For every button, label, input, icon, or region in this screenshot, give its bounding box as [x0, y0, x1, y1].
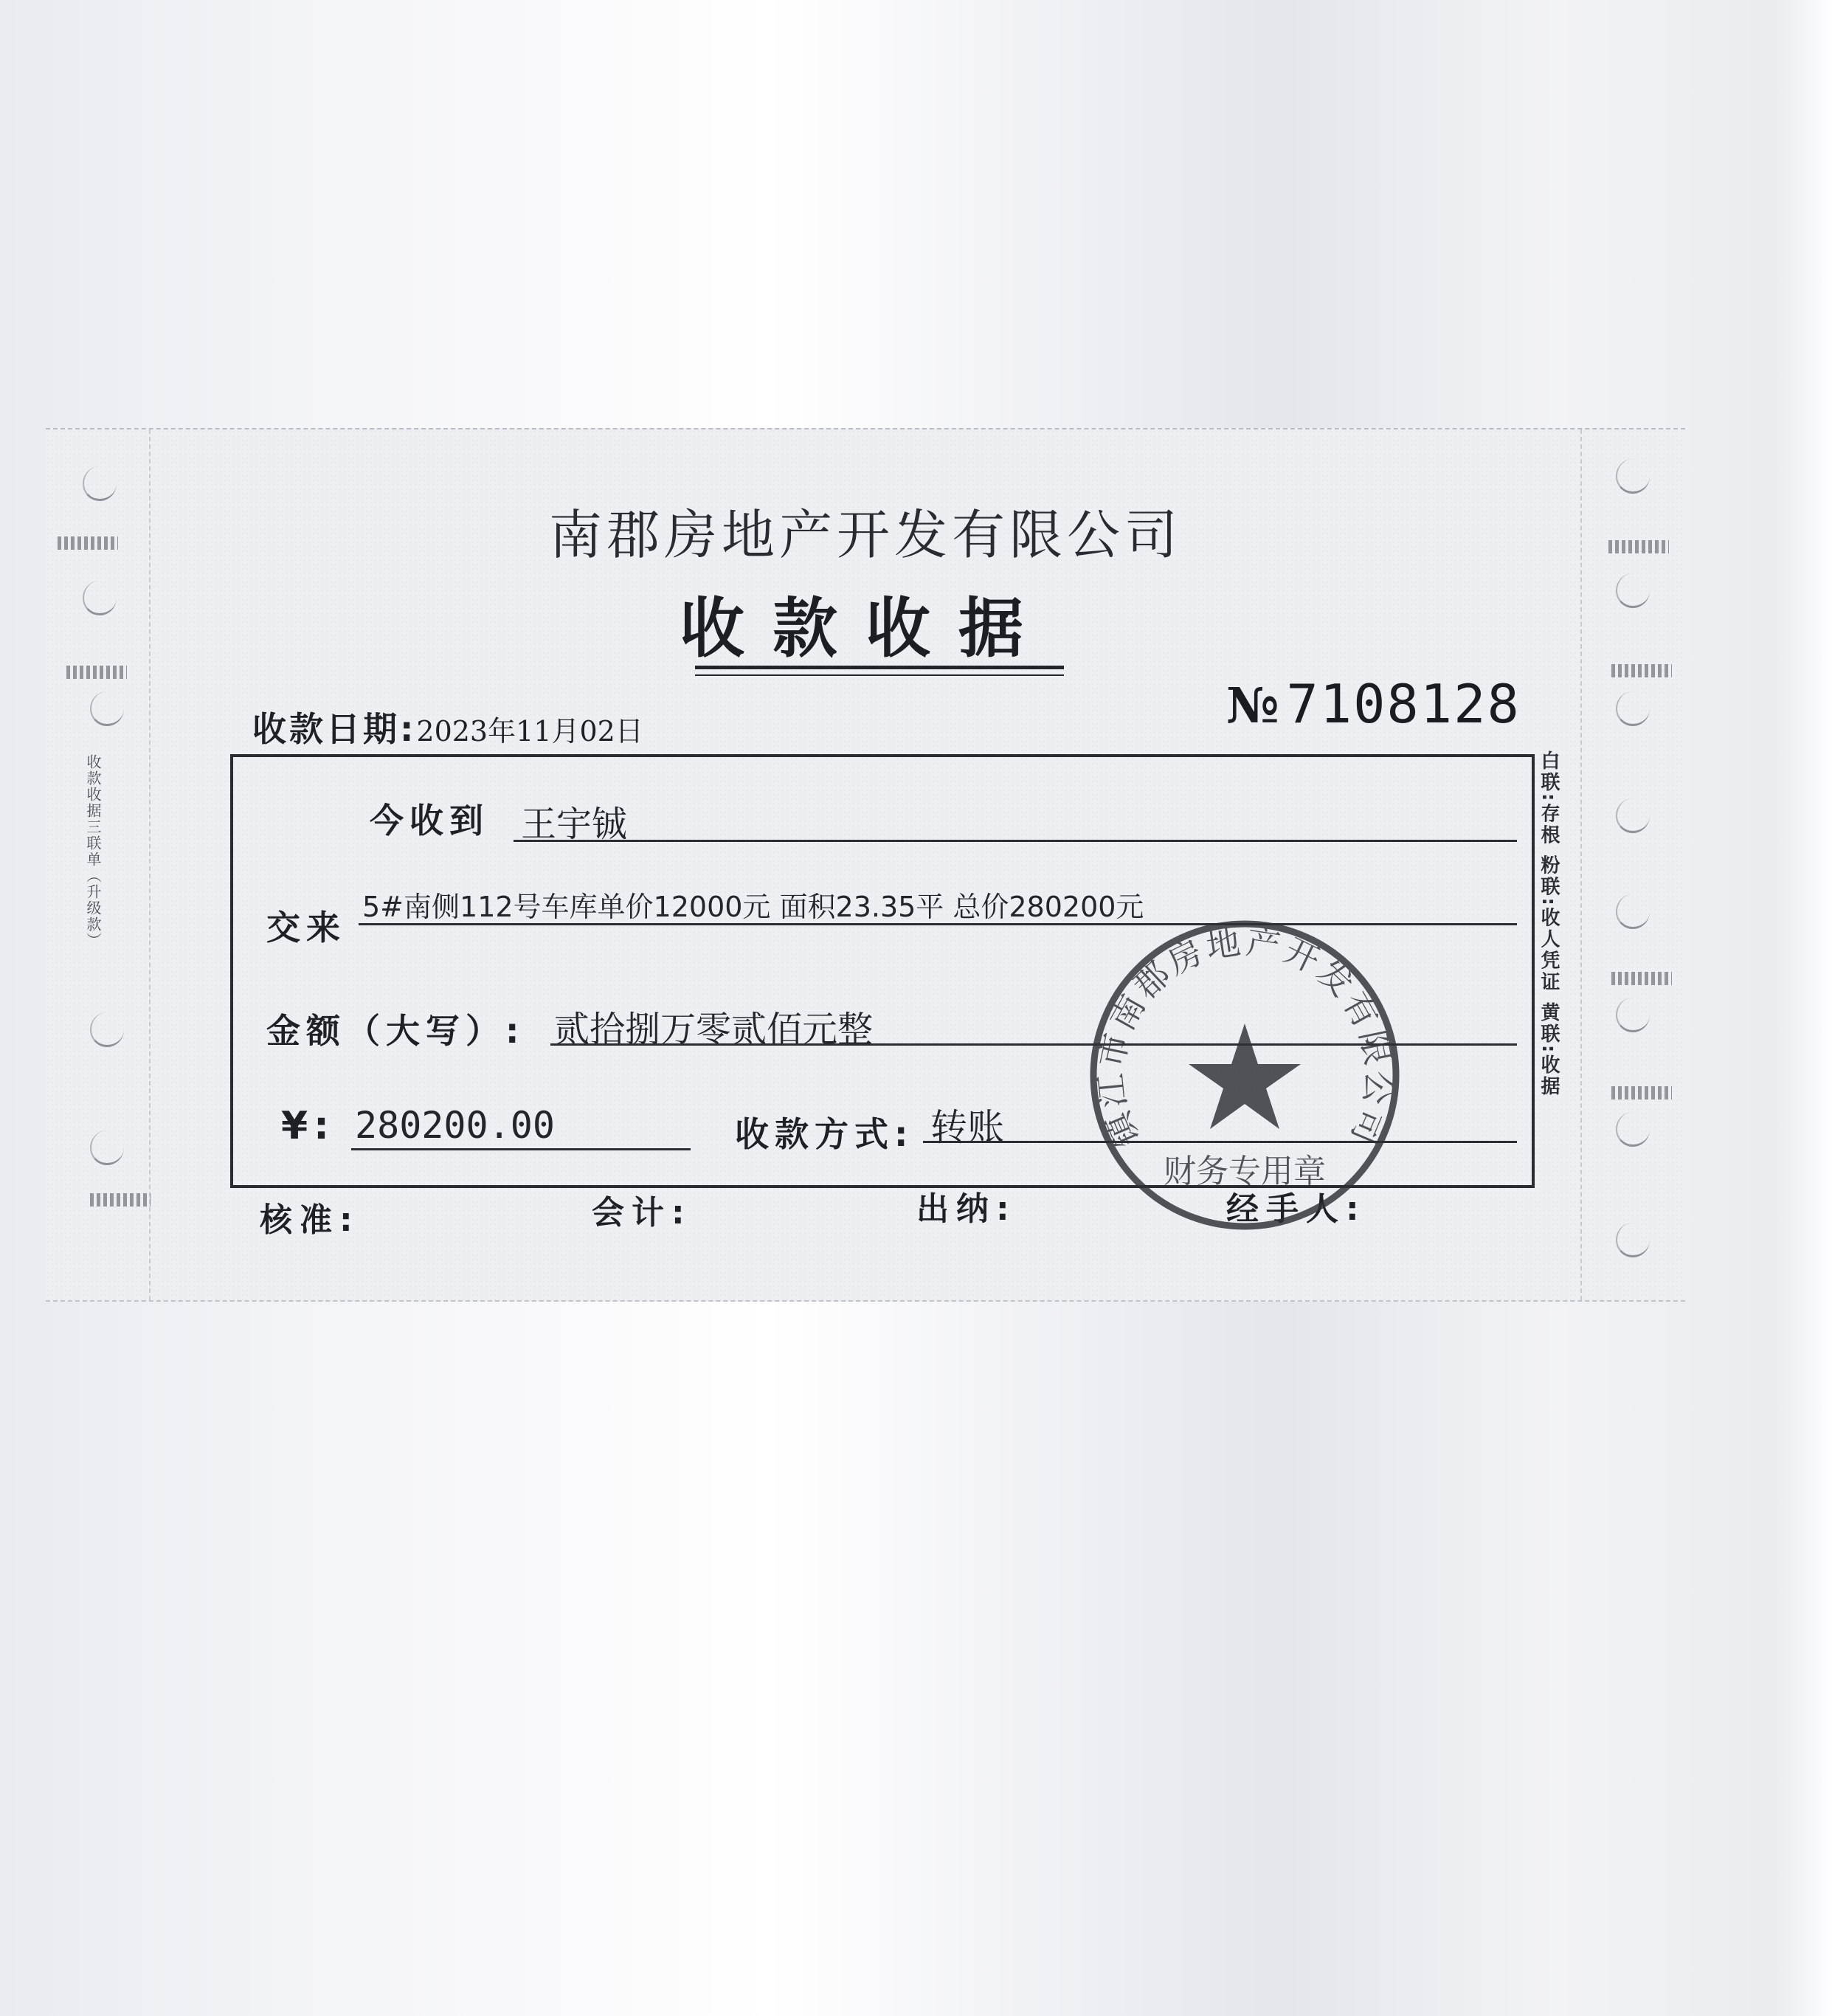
strip-mark — [1611, 972, 1672, 985]
approver-label: 核准: — [260, 1201, 360, 1239]
tractor-hole — [90, 1012, 124, 1047]
number-sign: № — [1226, 677, 1279, 734]
strip-mark — [1611, 1086, 1672, 1100]
finance-seal-stamp — [1082, 913, 1407, 1237]
tractor-hole — [1616, 1223, 1650, 1257]
number-value: 7108128 — [1286, 673, 1521, 735]
side-strip-text: 收款收据三联单（升级款） — [84, 754, 102, 949]
payment-for-label: 交来 — [266, 908, 346, 947]
tractor-hole — [90, 691, 124, 726]
amount-words-label: 金额（大写）: — [266, 1011, 525, 1051]
tractor-hole — [1616, 1112, 1650, 1147]
tractor-hole — [1616, 459, 1650, 494]
title-underline-thin — [695, 674, 1064, 676]
cashier-label: 出纳: — [916, 1190, 1017, 1228]
document-title: 收款收据 — [679, 590, 1051, 666]
seal-center-text: 财务专用章 — [1164, 1153, 1326, 1190]
amount-words-value: 贰拾捌万零贰佰元整 — [554, 1009, 874, 1050]
seal-star-icon — [1189, 1023, 1301, 1129]
received-from-underline — [514, 840, 1517, 842]
paper-edge-shadow — [1773, 0, 1832, 2016]
copy-distribution-note: 白联:存根 粉联:收人凭证 黄联:收据 — [1538, 750, 1560, 1098]
tractor-hole — [1616, 894, 1650, 929]
date-label: 收款日期: — [252, 709, 417, 749]
payment-for-value: 5#南侧112号车库单价12000元 面积23.35平 总价280200元 — [362, 891, 1144, 923]
date-value: 2023年11月02日 — [416, 715, 643, 748]
received-from-label: 今收到 — [370, 801, 489, 840]
payment-method-value: 转账 — [930, 1106, 1004, 1149]
accountant-label: 会计: — [592, 1194, 692, 1232]
tractor-hole — [1616, 798, 1650, 833]
tractor-hole — [90, 1130, 124, 1165]
amount-value: 280200.00 — [355, 1104, 555, 1147]
seal-ring-text: 镇江市南郡房地产开发有限公司 — [1090, 921, 1400, 1153]
title-underline-thick — [695, 666, 1064, 669]
received-from-value: 王宇铖 — [521, 804, 628, 845]
receipt-number — [1226, 673, 1521, 735]
company-name: 南郡房地产开发有限公司 — [548, 504, 1182, 566]
handler-label: 经手人: — [1226, 1190, 1366, 1228]
strip-mark — [90, 1193, 151, 1207]
tractor-hole — [1616, 998, 1650, 1032]
date-row — [252, 703, 643, 751]
receipt-form — [46, 428, 1685, 1302]
payment-method-label: 收款方式: — [735, 1114, 914, 1154]
tractor-hole — [1616, 691, 1650, 726]
amount-underline — [351, 1148, 691, 1150]
amount-symbol-label: ¥: — [281, 1104, 335, 1148]
